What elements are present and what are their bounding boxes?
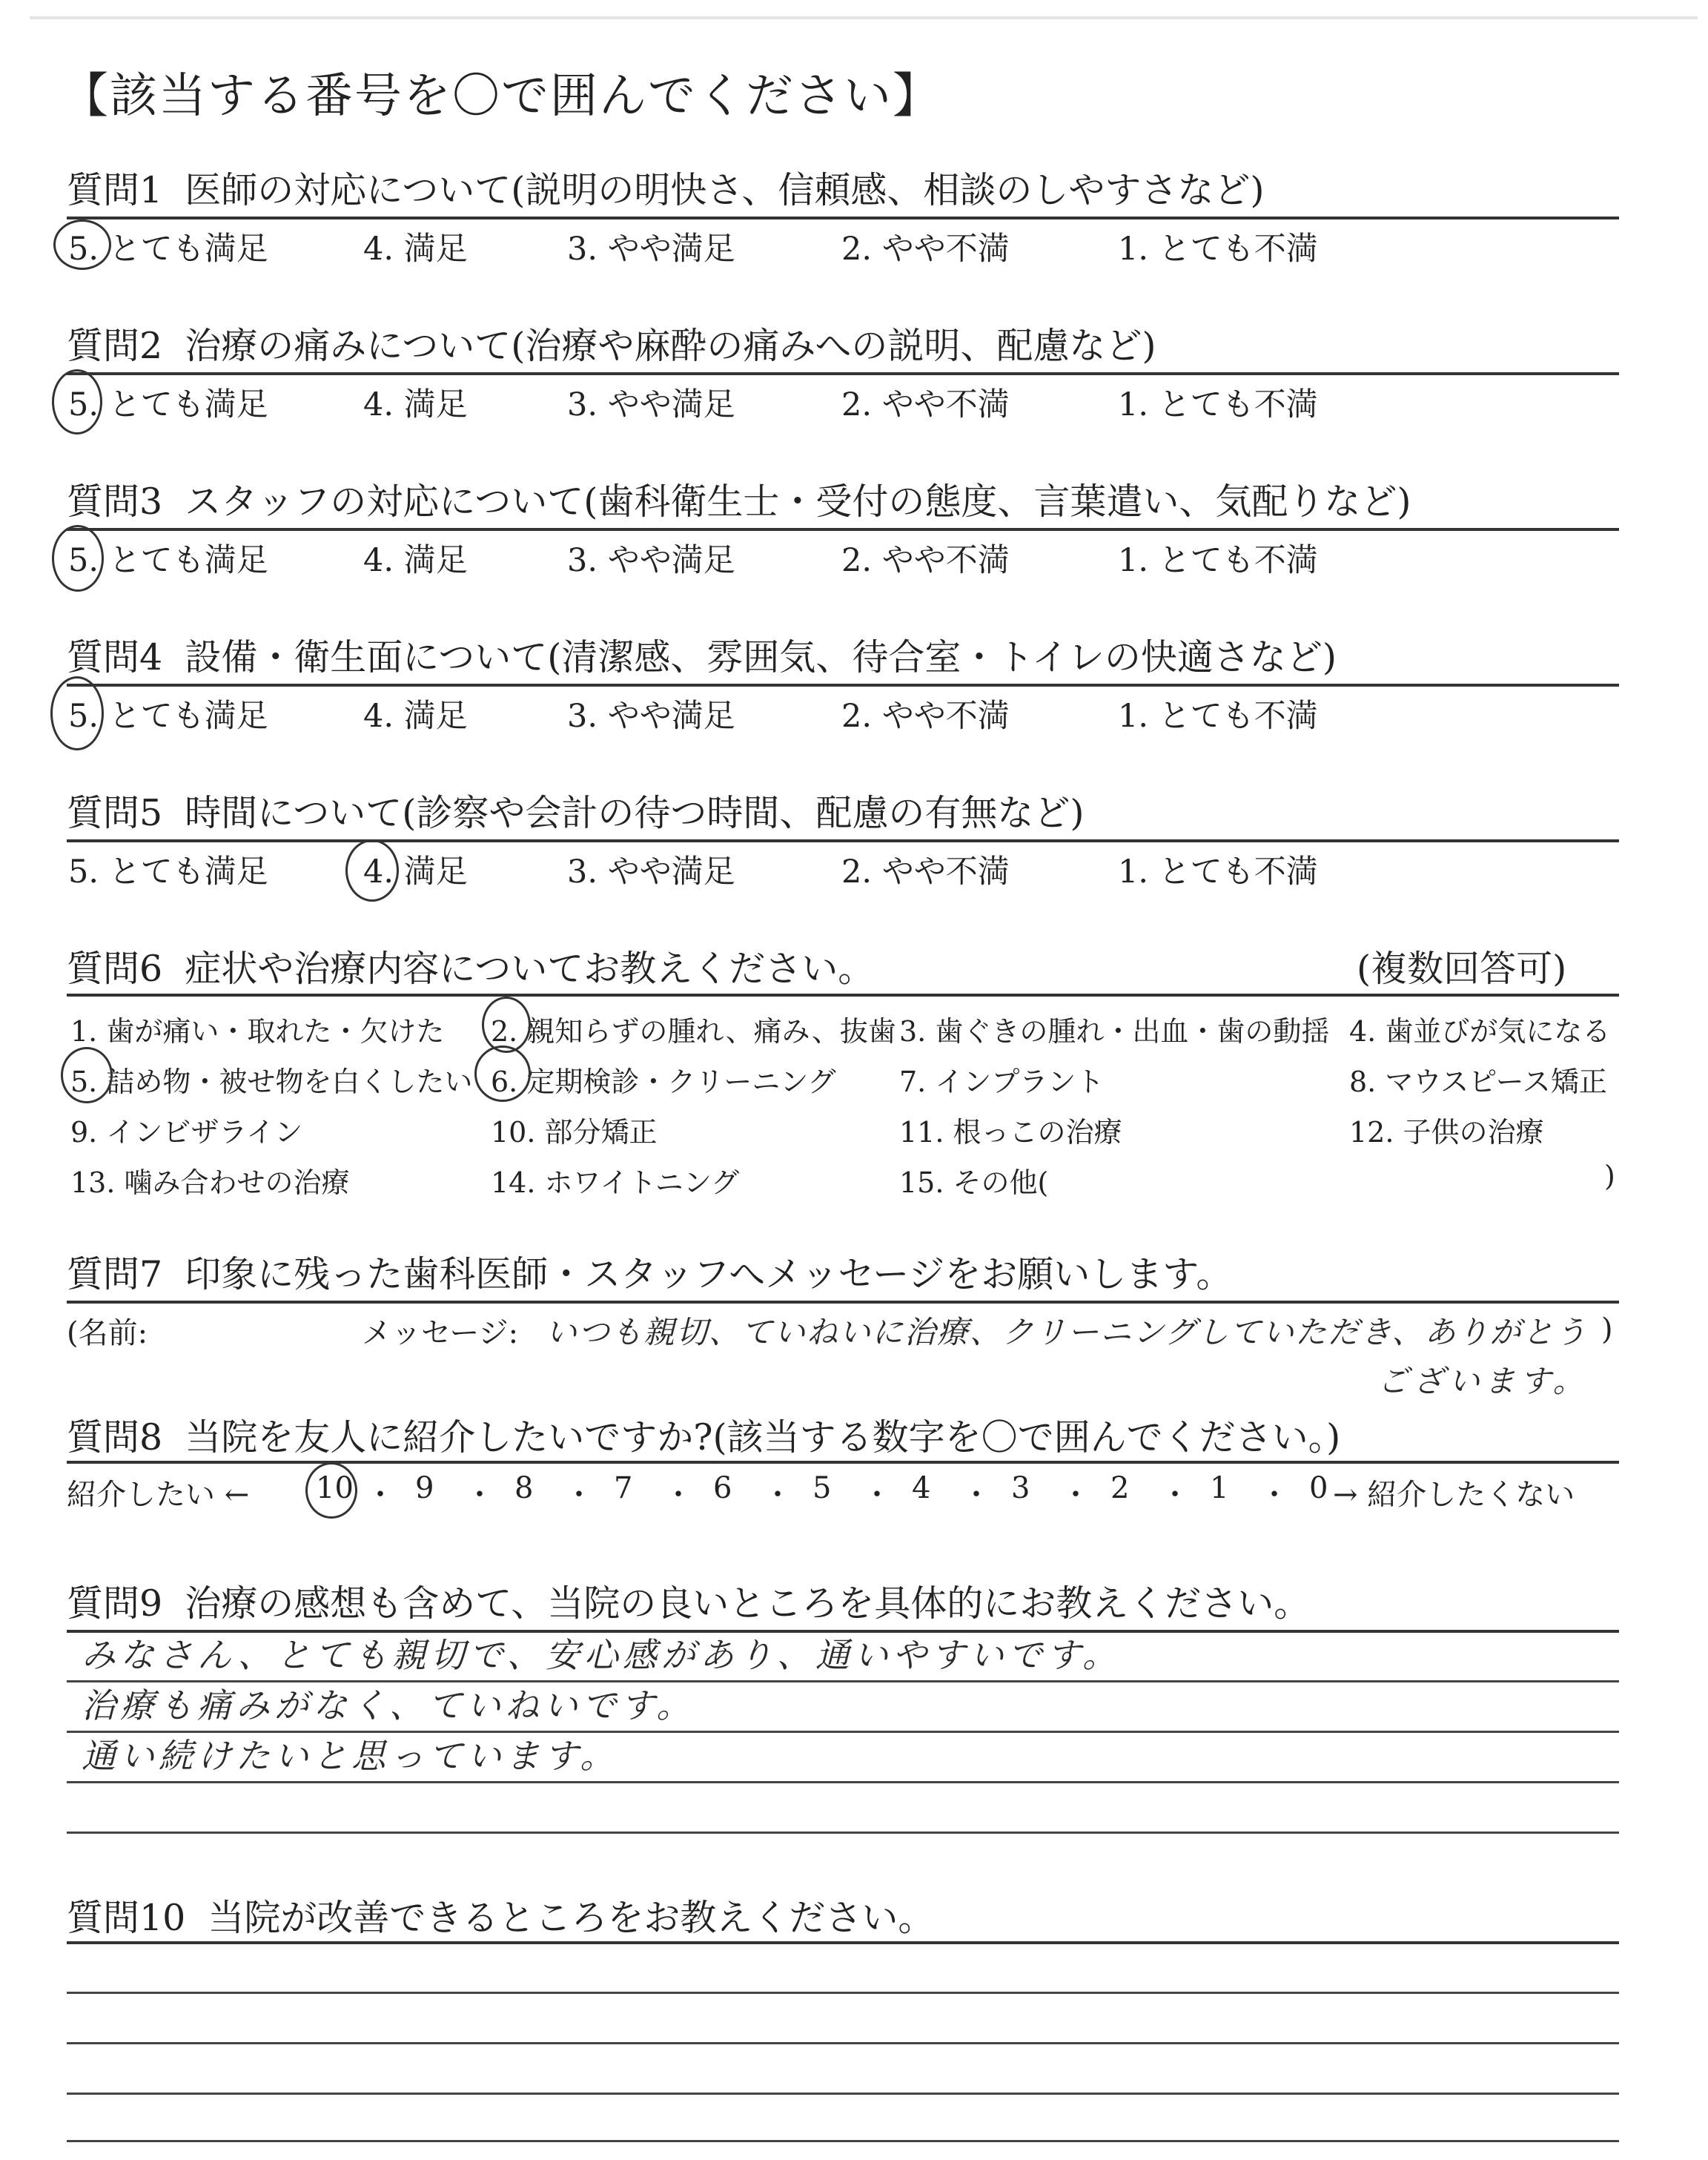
selection-circle (50, 676, 104, 750)
option-4[interactable]: 4. 満足 (363, 853, 468, 891)
option-3[interactable]: 3. やや満足 (567, 386, 735, 423)
symptom-option-2[interactable]: 2. 親知らずの腫れ、痛み、抜歯 (491, 1015, 896, 1048)
question-rule (67, 528, 1619, 531)
question-number: 質問2 (67, 325, 163, 367)
symptom-option-8[interactable]: 8. マウスピース矯正 (1349, 1066, 1607, 1098)
message-line-2: ございます。 (1377, 1363, 1589, 1399)
scale-separator-dot: ・ (961, 1478, 991, 1512)
recommend-right-label: → 紹介したくない (1333, 1478, 1575, 1512)
answer-line (67, 1832, 1619, 1834)
option-2[interactable]: 2. やや不満 (841, 698, 1010, 735)
question-text: 設備・衛生面について(清潔感、雰囲気、待合室・トイレの快適さなど) (185, 636, 1337, 678)
selection-circle (52, 369, 102, 435)
option-2[interactable]: 2. やや不満 (841, 542, 1010, 579)
answer-line (67, 2140, 1619, 2142)
top-border (30, 16, 1698, 19)
scale-number-9[interactable]: 9 (415, 1471, 434, 1505)
option-4[interactable]: 4. 満足 (363, 231, 468, 268)
answer-line (67, 1992, 1619, 1994)
option-5[interactable]: 5. とても満足 (68, 231, 268, 268)
option-3[interactable]: 3. やや満足 (567, 231, 735, 268)
question-number: 質問8 (67, 1416, 163, 1459)
scale-number-4[interactable]: 4 (912, 1471, 931, 1505)
question-9 (67, 1575, 1310, 1627)
message-line-1: いつも親切、ていねいに治療、クリーニングしていただき、ありがとう (546, 1314, 1588, 1350)
question-rule (67, 684, 1619, 687)
symptom-option-10[interactable]: 10. 部分矯正 (491, 1116, 658, 1149)
message-close-paren: ) (1601, 1312, 1613, 1347)
question-rule (67, 217, 1619, 219)
option-2[interactable]: 2. やや不満 (841, 386, 1010, 423)
symptom-option-11[interactable]: 11. 根っこの治療 (899, 1116, 1122, 1149)
scale-separator-dot: ・ (862, 1478, 892, 1512)
question-number: 質問7 (67, 1253, 163, 1295)
option-1[interactable]: 1. とても不満 (1118, 386, 1318, 423)
q9-answer-line-2: 治療も痛みがなく、ていねいです。 (82, 1685, 695, 1725)
question-number: 質問4 (67, 636, 163, 678)
question-text: 印象に残った歯科医師・スタッフへメッセージをお願いします。 (185, 1253, 1233, 1295)
option-5[interactable]: 5. とても満足 (68, 386, 268, 423)
option-1[interactable]: 1. とても不満 (1118, 542, 1318, 579)
option-5[interactable]: 5. とても満足 (68, 542, 268, 579)
option-1[interactable]: 1. とても不満 (1118, 698, 1318, 735)
question-number: 質問6 (67, 948, 163, 990)
question-4 (67, 629, 1337, 681)
question-rule (67, 1941, 1619, 1944)
answer-line (67, 2042, 1619, 2044)
question-text: 治療の痛みについて(治療や麻酔の痛みへの説明、配慮など) (185, 325, 1156, 367)
multiple-answer-note: (複数回答可) (1357, 948, 1567, 990)
question-10 (67, 1889, 934, 1941)
answer-line (67, 1781, 1619, 1783)
question-number: 質問5 (67, 792, 163, 834)
question-text: 当院を友人に紹介したいですか?(該当する数字を〇で囲んでください。) (185, 1416, 1341, 1459)
selection-circle (52, 525, 104, 592)
scale-number-10[interactable]: 10 (316, 1471, 354, 1505)
question-text: 時間について(診察や会計の待つ時間、配慮の有無など) (185, 792, 1085, 834)
selection-circle (482, 997, 531, 1053)
question-rule (67, 994, 1619, 997)
scale-number-1[interactable]: 1 (1210, 1471, 1229, 1505)
option-5[interactable]: 5. とても満足 (68, 853, 268, 891)
question-text: 症状や治療内容についてお教えください。 (185, 948, 875, 990)
symptom-option-15[interactable]: 15. その他( (899, 1166, 1049, 1199)
question-3 (67, 473, 1411, 525)
option-3[interactable]: 3. やや満足 (567, 853, 735, 891)
scale-separator-dot: ・ (663, 1478, 693, 1512)
question-8 (67, 1409, 1340, 1461)
option-3[interactable]: 3. やや満足 (567, 698, 735, 735)
selection-circle (53, 219, 111, 270)
question-text: 当院が改善できるところをお教えください。 (208, 1897, 935, 1939)
scale-separator-dot: ・ (1061, 1478, 1090, 1512)
option-2[interactable]: 2. やや不満 (841, 853, 1010, 891)
scale-number-6[interactable]: 6 (713, 1471, 732, 1505)
option-3[interactable]: 3. やや満足 (567, 542, 735, 579)
option-4[interactable]: 4. 満足 (363, 386, 468, 423)
question-text: 医師の対応について(説明の明快さ、信頼感、相談のしやすさなど) (185, 169, 1265, 211)
scale-number-8[interactable]: 8 (514, 1471, 534, 1505)
selection-circle (345, 839, 399, 902)
name-label: (名前: (67, 1316, 148, 1350)
symptom-option-12[interactable]: 12. 子供の治療 (1349, 1116, 1544, 1149)
question-rule (67, 1301, 1619, 1304)
question-7 (67, 1246, 1232, 1298)
scale-number-2[interactable]: 2 (1110, 1471, 1130, 1505)
option-1[interactable]: 1. とても不満 (1118, 853, 1318, 891)
question-5 (67, 785, 1084, 836)
option-2[interactable]: 2. やや不満 (841, 231, 1010, 268)
q9-answer-line-1: みなさん、とても親切で、安心感があり、通いやすいです。 (82, 1635, 1122, 1675)
survey-heading: 【該当する番号を〇で囲んでください】 (61, 69, 941, 124)
question-text: スタッフの対応について(歯科衛生士・受付の態度、言葉遣い、気配りなど) (185, 480, 1411, 523)
recommend-left-label: 紹介したい ← (67, 1478, 250, 1512)
scale-separator-dot: ・ (1160, 1478, 1190, 1512)
selection-circle (61, 1047, 113, 1103)
selection-circle (305, 1462, 357, 1519)
question-rule (67, 839, 1619, 842)
question-number: 質問9 (67, 1582, 163, 1625)
other-close-paren: ) (1604, 1160, 1615, 1192)
question-6 (67, 940, 874, 992)
scale-separator-dot: ・ (763, 1478, 792, 1512)
symptom-option-13[interactable]: 13. 噛み合わせの治療 (70, 1166, 350, 1199)
scale-number-0[interactable]: 0 (1309, 1471, 1328, 1505)
scale-separator-dot: ・ (1260, 1478, 1289, 1512)
message-label: メッセージ: (362, 1316, 519, 1350)
scale-number-3[interactable]: 3 (1011, 1471, 1030, 1505)
scale-number-7[interactable]: 7 (614, 1471, 633, 1505)
question-number: 質問1 (67, 169, 163, 211)
question-1 (67, 162, 1264, 214)
option-1[interactable]: 1. とても不満 (1118, 231, 1318, 268)
symptom-option-4[interactable]: 4. 歯並びが気になる (1349, 1015, 1611, 1048)
scale-separator-dot: ・ (465, 1478, 494, 1512)
symptom-option-3[interactable]: 3. 歯ぐきの腫れ・出血・歯の動揺 (899, 1015, 1330, 1048)
question-text: 治療の感想も含めて、当院の良いところを具体的にお教えください。 (185, 1582, 1311, 1625)
question-rule (67, 1461, 1619, 1464)
question-number: 質問3 (67, 480, 163, 523)
question-rule (67, 372, 1619, 375)
symptom-option-14[interactable]: 14. ホワイトニング (491, 1166, 740, 1199)
question-2 (67, 317, 1156, 369)
scale-number-5[interactable]: 5 (812, 1471, 832, 1505)
symptom-option-7[interactable]: 7. インプラント (899, 1066, 1105, 1098)
symptom-option-1[interactable]: 1. 歯が痛い・取れた・欠けた (70, 1015, 445, 1048)
question-number: 質問10 (67, 1897, 186, 1939)
scale-separator-dot: ・ (365, 1478, 395, 1512)
answer-line (67, 2093, 1619, 2095)
symptom-option-6[interactable]: 6. 定期検診・クリーニング (491, 1066, 836, 1098)
selection-circle (474, 1046, 531, 1102)
option-4[interactable]: 4. 満足 (363, 698, 468, 735)
q9-answer-line-3: 通い続けたいと思っています。 (82, 1736, 619, 1776)
symptom-option-9[interactable]: 9. インビザライン (70, 1116, 303, 1149)
scale-separator-dot: ・ (564, 1478, 594, 1512)
option-4[interactable]: 4. 満足 (363, 542, 468, 579)
symptom-option-5[interactable]: 5. 詰め物・被せ物を白くしたい (70, 1066, 473, 1098)
option-5[interactable]: 5. とても満足 (68, 698, 268, 735)
